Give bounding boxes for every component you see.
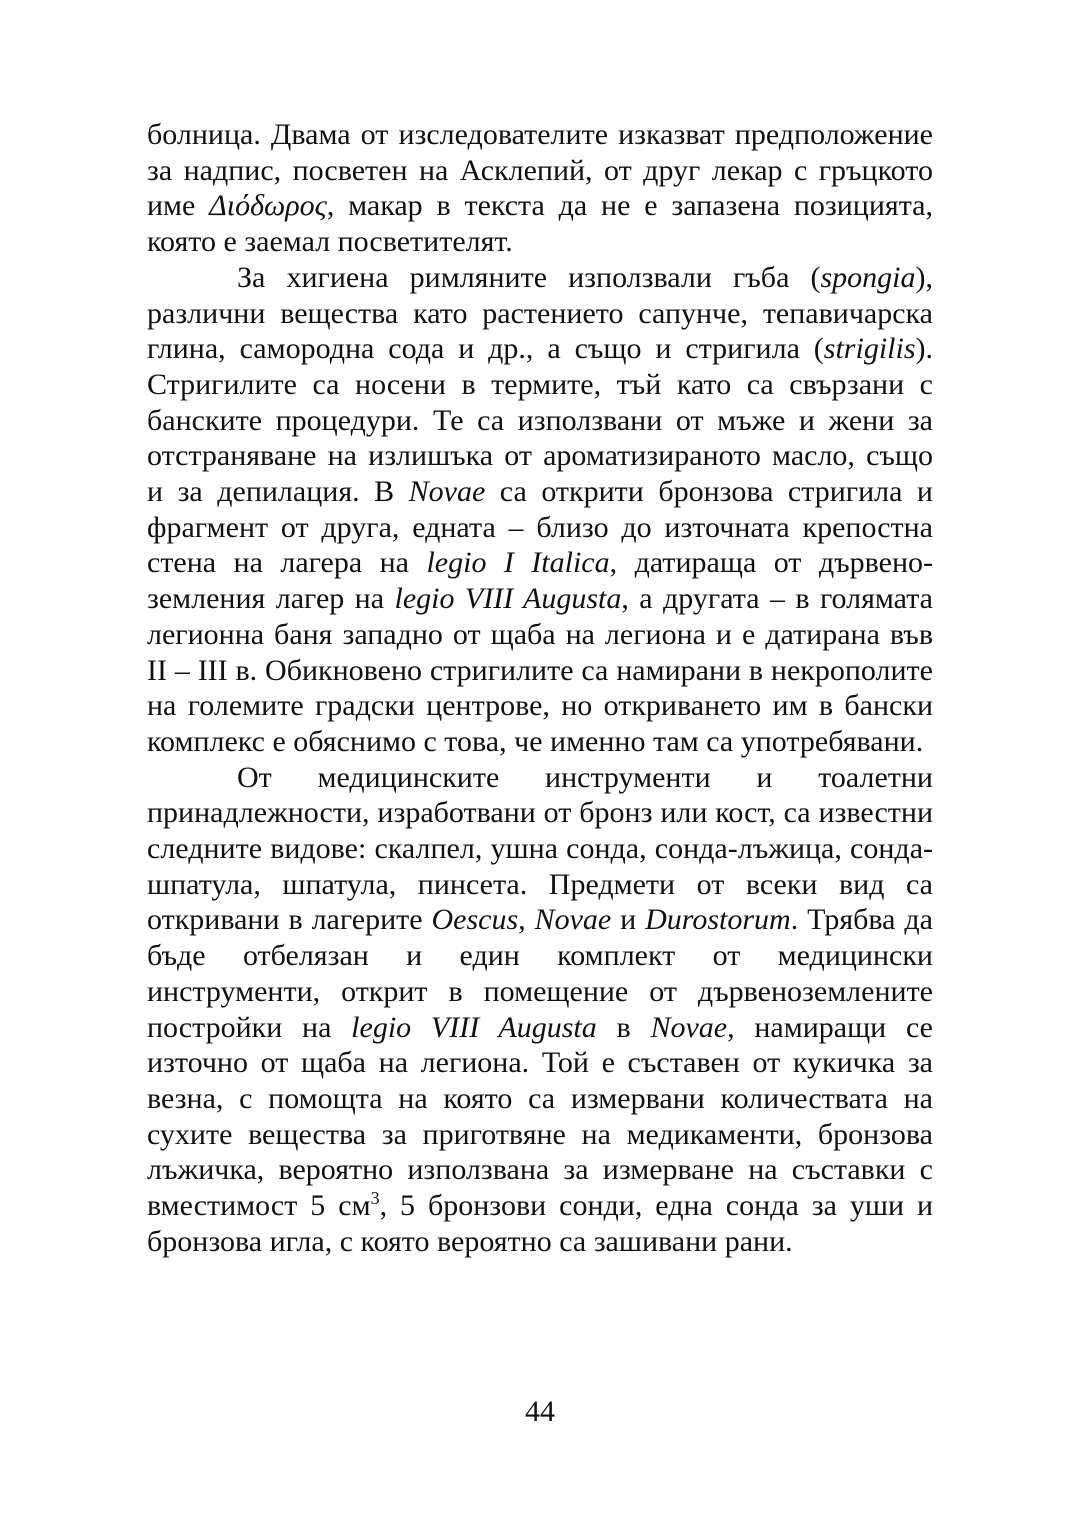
text-run: ). Стригилите са носени в термите, тъй като са свързани с банските процедури. Те са използвани от мъже и жени за отстраняване на излишъка от ароматизираното масло, също и за депилация. В bbox=[147, 332, 933, 509]
italic-run: Novae bbox=[650, 1010, 728, 1044]
text-run: ), различни вещества като растението сапунче, тепавичарска глина, самородна сода и др., а също и стригила ( bbox=[147, 260, 933, 366]
paragraph-2 bbox=[147, 260, 933, 760]
italic-run: legio VIII Augusta bbox=[351, 1010, 597, 1044]
italic-run: legio VIII Augusta bbox=[394, 582, 622, 616]
text-run: От медицинските инструменти и тоалетни принадлежности, изработвани от бронз или кост, са известни следните видове: скалпел, ушна сонда, сонда-лъжица, сонда-шпатула, шпатула, пинсета. Предмети от всеки вид са откривани в лагерите bbox=[147, 760, 933, 937]
italic-run: Novae bbox=[408, 475, 486, 509]
italic-run: Oescus, Novae bbox=[431, 903, 612, 937]
text-run: , 5 бронзови сонди, една сонда за уши и бронзова игла, с която вероятно са зашивани рани. bbox=[147, 1189, 934, 1258]
italic-run: strigilis bbox=[823, 332, 916, 366]
text-run: , а другата – в голямата легионна баня западно от щаба на легиона и е датирана във II – III в. Обикновено стригилите са намирани в некрополите на големите градски центрове, но откриването им в бански комплекс е обяснимо с това, че именно там са употребявани. bbox=[147, 582, 933, 758]
text-run: в bbox=[596, 1010, 651, 1044]
paragraph-1 bbox=[147, 117, 933, 260]
text-run: За хигиена римляните използвали гъба ( bbox=[237, 260, 821, 294]
text-run: , датираща от дървено-земления лагер на bbox=[147, 546, 933, 616]
text-run: . Трябва да бъде отбелязан и един комплект от медицински инструменти, открит в помещение от дървеноземлените постройки на bbox=[147, 903, 933, 1044]
paragraph-3 bbox=[147, 760, 933, 1260]
text-run: , намиращи се източно от щаба на легиона. Той е съставен от кукичка за везна, с помощта на която са измервани количествата на сухите вещества за приготвяне на медикаменти, бронзова лъжичка, вероятно използвана за измерване на съставки с вместимост 5 см bbox=[147, 1010, 933, 1223]
italic-run: legio I Italica bbox=[426, 546, 610, 580]
superscript-run: 3 bbox=[370, 1188, 380, 1209]
text-run: са открити бронзова стригила и фрагмент от друга, едната – близо до източната крепостна стена на лагера на bbox=[147, 475, 933, 580]
italic-run: spongia bbox=[820, 260, 916, 294]
italic-run: Διόδωρος bbox=[209, 189, 327, 223]
italic-run: Durostorum bbox=[645, 903, 791, 937]
text-run: и bbox=[611, 903, 646, 937]
page-body bbox=[147, 117, 933, 1260]
text-run: , макар в текста да не е запазена позицията, която е заемал посветителят. bbox=[147, 189, 933, 259]
text-run: болница. Двама от изследователите изказват предположение за надпис, посветен на Асклепий, от друг лекар с гръцкото име bbox=[147, 118, 933, 223]
page-number: 44 bbox=[525, 1395, 555, 1428]
